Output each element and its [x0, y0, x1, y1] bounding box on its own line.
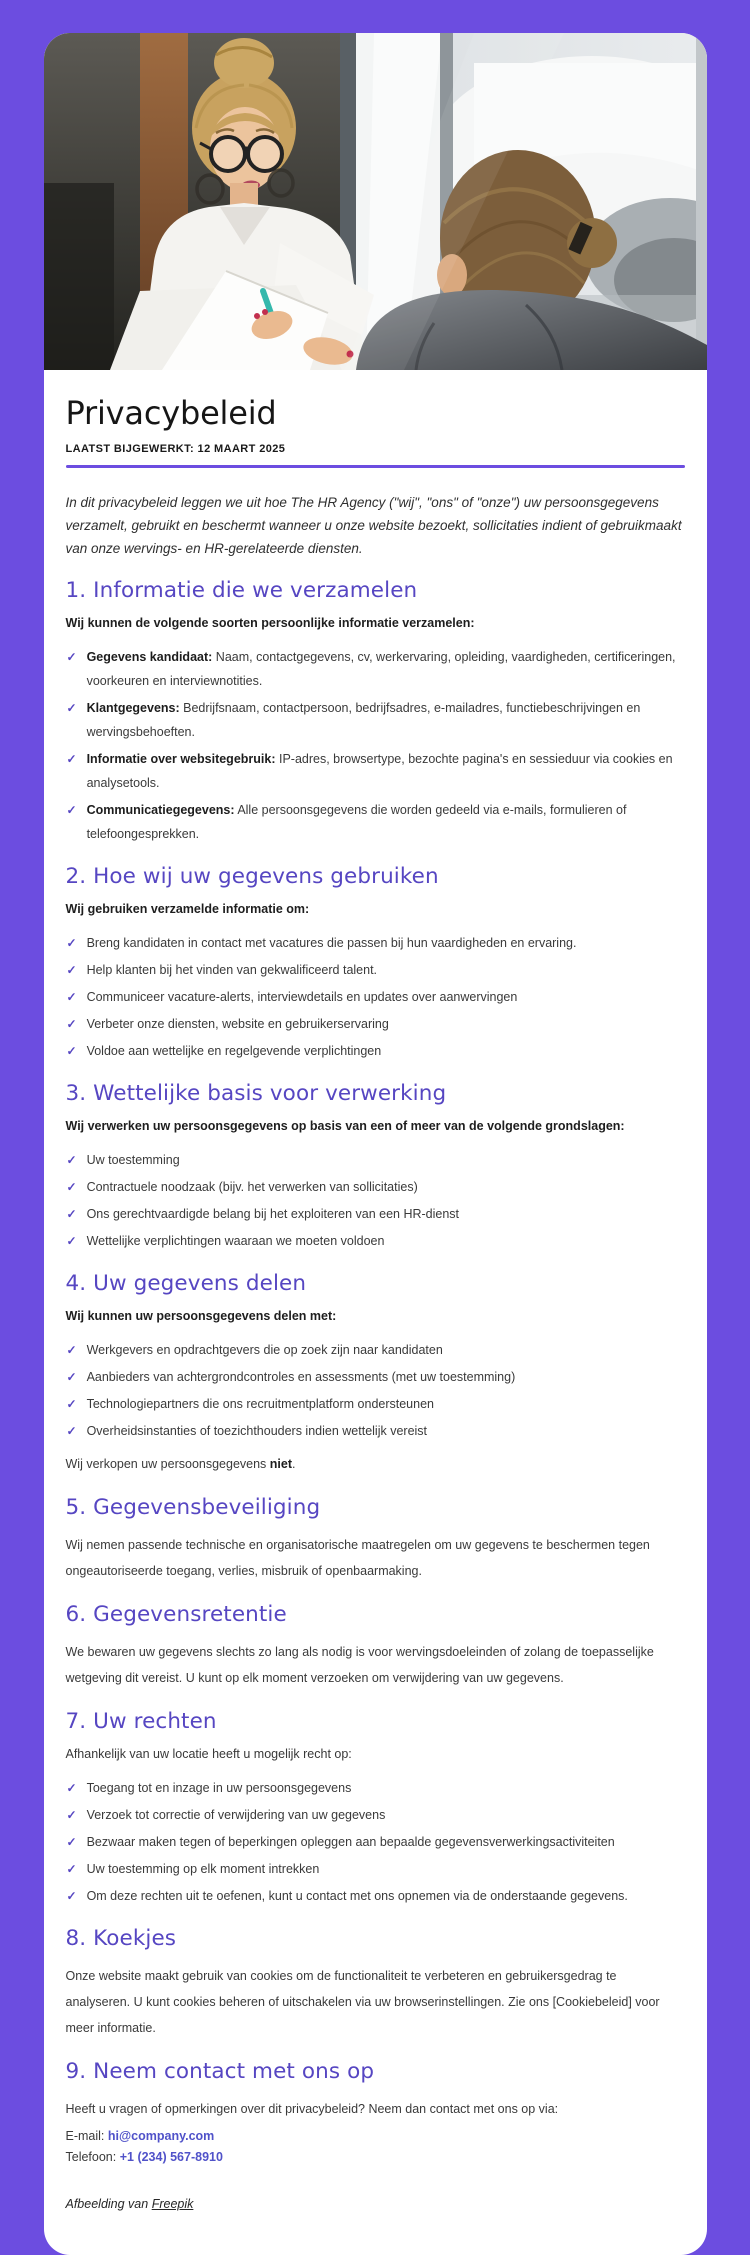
list-item [67, 696, 685, 744]
section-delen [66, 1269, 685, 1477]
list-item [67, 1202, 685, 1226]
divider [66, 465, 685, 468]
last-updated: LAATST BIJGEWERKT: 12 MAART 2025 [65, 443, 286, 456]
list-item [67, 1365, 685, 1389]
list-item [67, 1012, 685, 1036]
list-item [67, 798, 685, 846]
credit-text: Afbeelding van [65, 2197, 152, 2212]
item-text: Bezwaar maken tegen of beperkingen opleggen aan bepaalde gegevensverwerkingsactiviteiten [86, 1835, 615, 1850]
item-term: Gegevens kandidaat: [86, 650, 213, 665]
item-text: Uw toestemming op elk moment intrekken [86, 1862, 320, 1877]
item-text: Om deze rechten uit te oefenen, kunt u contact met ons opnemen via de onderstaande gegevens. [86, 1889, 628, 1904]
check-icon: ✓ [66, 650, 77, 665]
list-item [67, 1803, 685, 1827]
phone-link[interactable]: +1 (234) 567-8910 [119, 2150, 223, 2165]
section-lead: Wij gebruiken verzamelde informatie om: [65, 902, 310, 917]
item-text: Wettelijke verplichtingen waaraan we moeten voldoen [86, 1234, 385, 1249]
section-paragraph: We bewaren uw gegevens slechts zo lang als nodig is voor wervingsdoeleinden of zolang de toepasselijke wetgeving dit vereist. U kunt op elk moment verzoeken om verwijdering van uw gegevens. [65, 1645, 654, 1686]
check-icon: ✓ [66, 1424, 77, 1439]
section-retentie [66, 1600, 685, 1691]
policy-card [44, 33, 707, 2255]
image-credit [66, 2194, 685, 2215]
section-heading: 3. Wettelijke basis voor verwerking [65, 1081, 447, 1107]
item-text: Verbeter onze diensten, website en gebruikerservaring [86, 1017, 389, 1032]
check-list [66, 1148, 685, 1253]
section-lead: Afhankelijk van uw locatie heeft u mogelijk recht op: [65, 1747, 352, 1762]
item-text: Toegang tot en inzage in uw persoonsgegevens [86, 1781, 352, 1796]
check-icon: ✓ [66, 1153, 77, 1168]
section-koekjes [66, 1924, 685, 2041]
item-text: IP-adres, browsertype, bezochte pagina's en sessieduur via cookies en analysetools. [86, 752, 673, 791]
item-text: Bedrijfsnaam, contactpersoon, bedrijfsadres, e-mailadres, functiebeschrijvingen en wervingsbehoeften. [86, 701, 641, 740]
check-icon: ✓ [66, 1180, 77, 1195]
no-sell-note: Wij verkopen uw persoonsgegevens niet. [65, 1457, 296, 1472]
section-paragraph: Onze website maakt gebruik van cookies om de functionaliteit te verbeteren en gebruikersgedrag te analyseren. U kunt cookies beheren of uitschakelen via uw browserinstellingen. Zie ons [Cookiebeleid] voor meer informatie. [65, 1969, 660, 2036]
check-icon: ✓ [66, 1862, 77, 1877]
check-list [66, 931, 685, 1063]
freepik-link[interactable]: Freepik [151, 2197, 194, 2212]
check-icon: ✓ [66, 1397, 77, 1412]
list-item [67, 1884, 685, 1908]
item-text: Ons gerechtvaardigde belang bij het exploiteren van een HR-dienst [86, 1207, 460, 1222]
check-icon: ✓ [66, 963, 77, 978]
item-text: Aanbieders van achtergrondcontroles en assessments (met uw toestemming) [86, 1370, 516, 1385]
item-text: Communiceer vacature-alerts, interviewdetails en updates over aanwervingen [86, 990, 518, 1005]
section-lead: Wij verwerken uw persoonsgegevens op basis van een of meer van de volgende grondslagen: [65, 1119, 625, 1134]
list-item [67, 985, 685, 1009]
item-text: Voldoe aan wettelijke en regelgevende verplichtingen [86, 1044, 382, 1059]
page-title: Privacybeleid [65, 394, 277, 432]
item-term: Informatie over websitegebruik: [86, 752, 276, 767]
section-lead: Wij kunnen uw persoonsgegevens delen met: [65, 1309, 337, 1324]
hr-interview-illustration [44, 33, 707, 370]
section-heading: 1. Informatie die we verzamelen [65, 578, 418, 604]
check-icon: ✓ [66, 1781, 77, 1796]
item-text: Technologiepartners die ons recruitmentplatform ondersteunen [86, 1397, 434, 1412]
check-icon: ✓ [66, 1889, 77, 1904]
email-label: E-mail: [65, 2129, 108, 2144]
item-text: Breng kandidaten in contact met vacatures die passen bij hun vaardigheden en ervaring. [86, 936, 577, 951]
list-item [67, 1776, 685, 1800]
intro-paragraph: In dit privacybeleid leggen we uit hoe The HR Agency ("wij", "ons" of "onze") uw persoonsgegevens verzamelt, gebruikt en beschermt wanneer u onze website bezoekt, sollicitaties indient of gebruikmaakt van onze wervings- en HR-gerelateerde diensten. [65, 495, 682, 557]
section-heading: 5. Gegevensbeveiliging [65, 1495, 321, 1521]
list-item [67, 1830, 685, 1854]
section-wettelijke-basis [66, 1079, 685, 1253]
check-icon: ✓ [66, 1370, 77, 1385]
section-heading: 9. Neem contact met ons op [65, 2059, 375, 2085]
check-icon: ✓ [66, 936, 77, 951]
check-icon: ✓ [66, 1207, 77, 1222]
check-icon: ✓ [66, 1343, 77, 1358]
section-beveiliging [66, 1493, 685, 1584]
item-text: Werkgevers en opdrachtgevers die op zoek zijn naar kandidaten [86, 1343, 443, 1358]
list-item [67, 1392, 685, 1416]
item-text: Contractuele noodzaak (bijv. het verwerken van sollicitaties) [86, 1180, 418, 1195]
contact-phone-line [66, 2147, 685, 2168]
check-icon: ✓ [66, 1808, 77, 1823]
list-item [67, 1175, 685, 1199]
check-icon: ✓ [66, 701, 77, 716]
section-contact [66, 2057, 685, 2168]
section-heading: 2. Hoe wij uw gegevens gebruiken [65, 864, 439, 890]
phone-label: Telefoon: [65, 2150, 120, 2165]
section-heading: 4. Uw gegevens delen [65, 1271, 307, 1297]
section-paragraph: Wij nemen passende technische en organisatorische maatregelen om uw gegevens te beschermen tegen ongeautoriseerde toegang, verlies, misbruik of openbaarmaking. [65, 1538, 650, 1579]
check-icon: ✓ [66, 1044, 77, 1059]
section-rechten [66, 1707, 685, 1908]
section-heading: 8. Koekjes [65, 1926, 177, 1952]
list-item [67, 1148, 685, 1172]
list-item [67, 1229, 685, 1253]
section-lead: Wij kunnen de volgende soorten persoonlijke informatie verzamelen: [65, 616, 475, 631]
section-heading: 7. Uw rechten [65, 1709, 217, 1735]
policy-content [44, 370, 707, 2255]
list-item [67, 958, 685, 982]
item-term: Communicatiegegevens: [86, 803, 235, 818]
item-term: Klantgegevens: [86, 701, 180, 716]
section-gebruik [66, 862, 685, 1063]
check-icon: ✓ [66, 752, 77, 767]
check-list [66, 1776, 685, 1908]
item-text: Naam, contactgegevens, cv, werkervaring, opleiding, vaardigheden, certificeringen, voorkeuren en interviewnotities. [86, 650, 676, 689]
check-icon: ✓ [66, 803, 77, 818]
list-item [67, 1338, 685, 1362]
hero-photo [44, 33, 707, 370]
list-item [67, 1419, 685, 1443]
check-icon: ✓ [66, 1017, 77, 1032]
list-item [67, 1857, 685, 1881]
item-text: Uw toestemming [86, 1153, 180, 1168]
check-icon: ✓ [66, 1835, 77, 1850]
section-informatie [66, 576, 685, 846]
check-list [66, 645, 685, 846]
item-text: Alle persoonsgegevens die worden gedeeld via e-mails, formulieren of telefoongesprekken. [86, 803, 627, 842]
check-icon: ✓ [66, 1234, 77, 1249]
item-text: Help klanten bij het vinden van gekwalificeerd talent. [86, 963, 378, 978]
item-text: Verzoek tot correctie of verwijdering van uw gegevens [86, 1808, 386, 1823]
item-text: Overheidsinstanties of toezichthouders indien wettelijk vereist [86, 1424, 428, 1439]
list-item [67, 747, 685, 795]
list-item [67, 931, 685, 955]
check-icon: ✓ [66, 990, 77, 1005]
list-item [67, 1039, 685, 1063]
contact-email-line [66, 2126, 685, 2147]
email-link[interactable]: hi@company.com [107, 2129, 215, 2144]
contact-intro: Heeft u vragen of opmerkingen over dit privacybeleid? Neem dan contact met ons op via: [65, 2102, 559, 2117]
section-heading: 6. Gegevensretentie [65, 1602, 287, 1628]
check-list [66, 1338, 685, 1443]
list-item [67, 645, 685, 693]
